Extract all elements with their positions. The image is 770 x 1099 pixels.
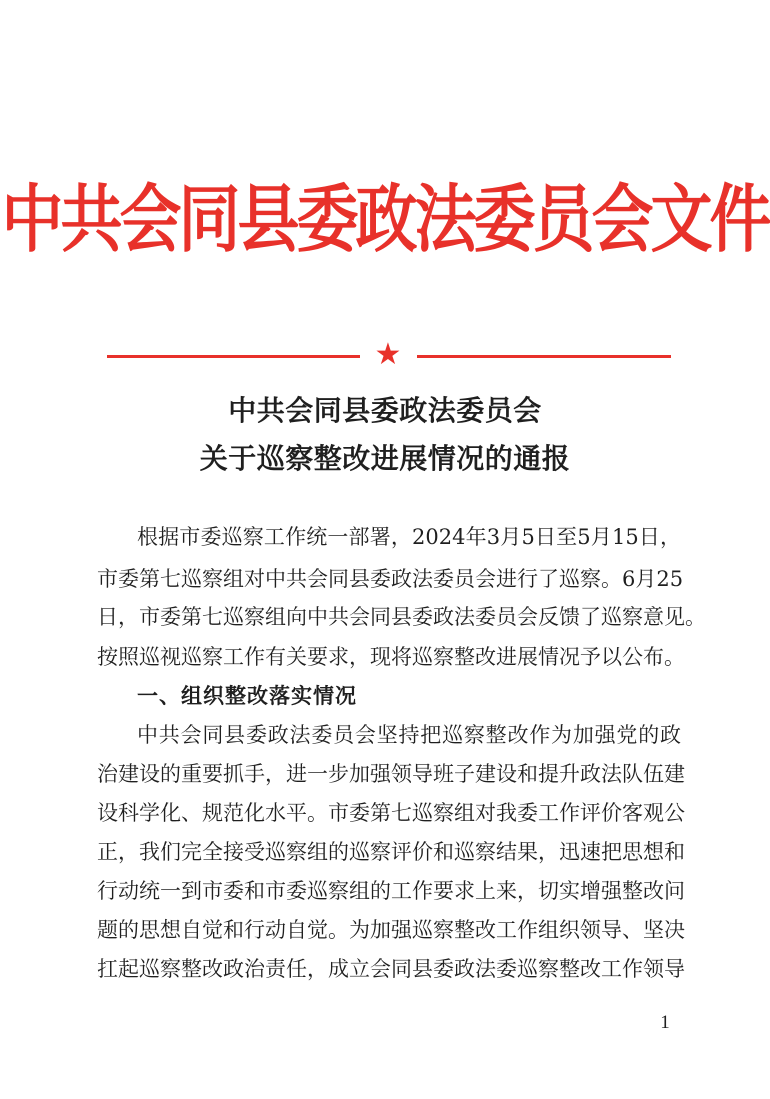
body-line-8: 正，我们完全接受巡察组的巡察评价和巡察结果，迅速把思想和	[97, 840, 685, 864]
body-line-9: 行动统一到市委和市委巡察组的工作要求上来，切实增强整改问	[97, 879, 685, 903]
page-number: 1	[660, 1012, 670, 1033]
body-line-3: 日，市委第七巡察组向中共会同县委政法委员会反馈了巡察意见。	[97, 605, 706, 629]
document-title-line-2: 关于巡察整改进展情况的通报	[199, 442, 571, 475]
body-line-10: 题的思想自觉和行动自觉。为加强巡察整改工作组织领导、坚决	[97, 918, 685, 942]
body-line-11: 扛起巡察整改政治责任，成立会同县委政法委巡察整改工作领导	[97, 957, 685, 981]
section-heading-1: 一、组织整改落实情况	[137, 684, 357, 708]
body-line-2: 市委第七巡察组对中共会同县委政法委员会进行了巡察。6月25	[97, 567, 684, 591]
red-star-icon: ★	[374, 337, 402, 372]
document-title-line-1: 中共会同县委政法委员会	[228, 394, 542, 427]
body-line-4: 按照巡视巡察工作有关要求，现将巡察整改进展情况予以公布。	[97, 645, 685, 669]
body-line-7: 设科学化、规范化水平。市委第七巡察组对我委工作评价客观公	[97, 801, 685, 825]
body-line-1: 根据市委巡察工作统一部署，2024年3月5日至5月15日，	[137, 525, 681, 549]
red-divider-right	[417, 355, 671, 358]
red-header-title: 中共会同县委政法委员会文件	[1, 175, 769, 263]
body-line-5: 中共会同县委政法委员会坚持把巡察整改作为加强党的政	[137, 723, 681, 747]
red-divider-left	[107, 355, 360, 358]
body-line-6: 治建设的重要抓手，进一步加强领导班子建设和提升政法队伍建	[97, 762, 685, 786]
